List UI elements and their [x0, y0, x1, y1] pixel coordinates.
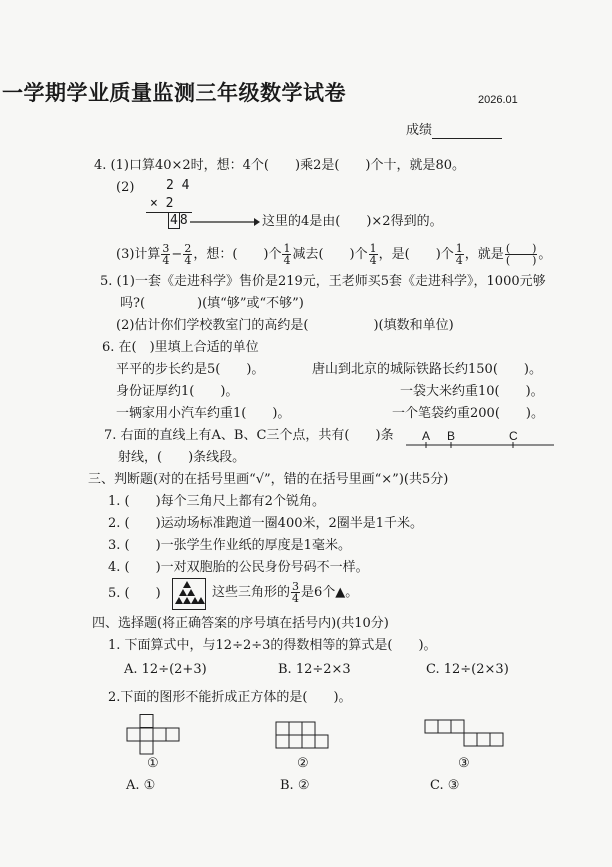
q7-line2: 射线，( )条线段。 — [118, 450, 246, 465]
q6-row2-right: 一袋大米约重10( )。 — [400, 384, 544, 399]
fraction-den: 4 — [184, 254, 192, 267]
judge-item-5: 5. ( ) — [108, 586, 161, 601]
choice-q1-b: B. 12÷2×3 — [278, 662, 351, 677]
q5-line1: 5. (1)一套《走进科学》售价是219元，王老师买5套《走进科学》，1000元够 — [100, 274, 546, 289]
cube-net-2-icon — [275, 721, 335, 751]
fraction-blank[interactable] — [505, 243, 538, 266]
q5-line3: (2)估计你们学校教室门的高约是( )(填数和单位) — [116, 318, 454, 333]
mult-result-digit-boxed: 4 — [170, 213, 178, 228]
q4-arrow-text: 这里的4是由( )×2得到的。 — [262, 214, 443, 229]
q4-p3-text: 。 — [538, 247, 552, 262]
fraction-num: ( ) — [505, 242, 537, 255]
fraction-num: 1 — [455, 242, 463, 255]
q5-line2: 吗?( )(填“够”或“不够”) — [120, 296, 304, 311]
q6-row3-right: 一个笔袋约重200( )。 — [392, 406, 544, 421]
score-field[interactable] — [406, 123, 502, 139]
cube-net-1-icon — [126, 714, 182, 756]
fraction-den: 4 — [283, 254, 291, 267]
q7-line1: 7. 右面的直线上有A、B、C三个点，共有( )条 — [104, 428, 394, 443]
cube-net-3-icon — [424, 719, 510, 749]
part4-head: 四、选择题(将正确答案的序号填在括号内)(共10分) — [92, 616, 389, 631]
judge-item-4: 4. ( )一对双胞胎的公民身份号码不一样。 — [108, 560, 369, 575]
point-label-c: C — [509, 429, 518, 443]
q4-p3-text: (3)计算 — [116, 247, 161, 262]
choice-q2-a: A. ① — [126, 778, 156, 793]
judge5-text: 是6个▲。 — [301, 585, 359, 600]
q6-head: 6. 在( )里填上合适的单位 — [102, 340, 259, 355]
fraction-den: 4 — [292, 592, 300, 605]
q4-p3-text: ，想：( )个 — [193, 247, 282, 262]
choice-q2: 2.下面的图形不能折成正方体的是( )。 — [108, 690, 352, 705]
choice-q1: 1. 下面算式中，与12÷2÷3的得数相等的算式是( )。 — [108, 638, 437, 653]
judge-item-2: 2. ( )运动场标准跑道一圈400米，2圈半是1千米。 — [108, 516, 424, 531]
mult-bottom: × 2 — [150, 196, 174, 211]
choice-q2-b: B. ② — [280, 778, 310, 793]
fraction-den: 4 — [162, 254, 170, 267]
choice-q1-a: A. 12÷(2+3) — [124, 662, 207, 677]
fraction — [455, 243, 464, 266]
point-label-b: B — [447, 429, 456, 443]
judge-item-5-text — [212, 580, 358, 606]
q4-part2-label: (2) — [116, 180, 135, 195]
fraction-num: 2 — [184, 242, 192, 255]
fraction — [183, 243, 192, 266]
mult-top: 2 4 — [166, 178, 190, 193]
fraction — [282, 243, 291, 266]
fraction — [291, 581, 300, 604]
score-blank[interactable] — [432, 126, 502, 139]
point-label-a: A — [422, 429, 431, 443]
mult-result — [168, 213, 188, 229]
q4-part1: 4. (1)口算40×2时，想：4个( )乘2是( )个十，就是80。 — [94, 158, 466, 173]
q6-row2-left: 身份证厚约1( )。 — [116, 384, 239, 399]
fraction-den: 4 — [455, 254, 463, 267]
q6-row1-right: 唐山到北京的城际铁路长约150( )。 — [312, 362, 542, 377]
minus-sign: − — [171, 247, 183, 262]
figure-label-3: ③ — [458, 756, 470, 771]
fraction-num: 3 — [162, 242, 170, 255]
choice-q2-c: C. ③ — [430, 778, 460, 793]
q6-row3-left: 一辆家用小汽车约重1( )。 — [116, 406, 291, 421]
judge-item-1: 1. ( )每个三角尺上都有2个锐角。 — [108, 494, 325, 509]
q4-part3 — [116, 242, 551, 268]
fraction — [369, 243, 378, 266]
q4-p3-text: 减去( )个 — [292, 247, 368, 262]
q4-p3-text: ，是( )个 — [378, 247, 454, 262]
mult-result-digit: 8 — [179, 213, 188, 228]
fraction-den: ( ) — [505, 254, 537, 267]
fraction — [161, 243, 170, 266]
triangles-grid-icon — [172, 578, 206, 610]
figure-label-1: ① — [147, 756, 159, 771]
score-label: 成绩 — [406, 123, 433, 138]
straight-line-figure — [406, 442, 556, 448]
fraction-num: 1 — [283, 242, 291, 255]
figure-label-2: ② — [297, 756, 309, 771]
fraction-num: 3 — [292, 580, 300, 593]
exam-date: 2026.01 — [478, 94, 518, 106]
arrow-icon — [190, 217, 260, 227]
judge5-text: 这些三角形的 — [212, 585, 291, 600]
part3-head: 三、判断题(对的在括号里画“√”，错的在括号里画“×”)(共5分) — [88, 472, 449, 487]
q6-row1-left: 平平的步长约是5( )。 — [116, 362, 265, 377]
q4-p3-text: ，就是 — [464, 247, 504, 262]
judge-item-3: 3. ( )一张学生作业纸的厚度是1毫米。 — [108, 538, 351, 553]
choice-q1-c: C. 12÷(2×3) — [426, 662, 509, 677]
fraction-den: 4 — [369, 254, 377, 267]
fraction-num: 1 — [369, 242, 377, 255]
page-title: 一学期学业质量监测三年级数学试卷 — [2, 80, 346, 105]
